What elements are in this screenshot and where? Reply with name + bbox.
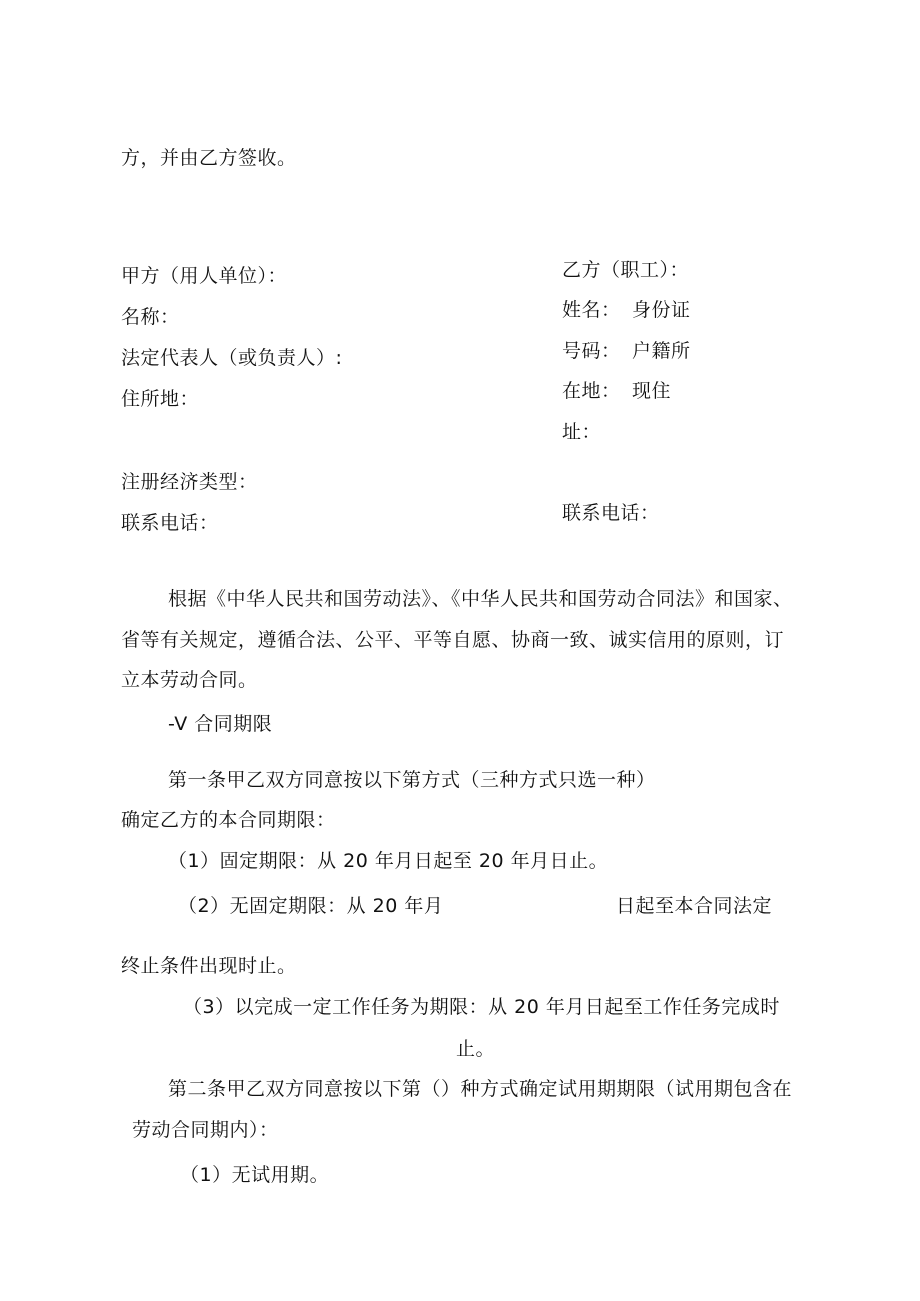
party-b-current-label: 现住: [632, 380, 672, 402]
option-fixed-term: （1）固定期限：从 20 年月日起至 20 年月日止。: [168, 850, 609, 872]
article-one-line: 第一条甲乙双方同意按以下第方式（三种方式只选一种）: [168, 769, 656, 791]
continuation-line: 方，并由乙方签收。: [121, 147, 297, 169]
option-open-term-cont: 日起至本合同法定: [616, 895, 773, 917]
article-two-line: 劳动合同期内）：: [132, 1119, 279, 1141]
party-b-household-label: 户籍所: [632, 340, 691, 362]
party-a-name: 名称：: [121, 306, 180, 328]
option-open-term-end: 终止条件出现时止。: [121, 955, 297, 977]
option-no-probation: （1）无试用期。: [180, 1164, 330, 1186]
option-task-term: （3）以完成一定工作任务为期限：从 20 年月日起至工作任务完成时: [183, 996, 780, 1018]
party-b-heading: 乙方（职工）：: [562, 259, 690, 281]
party-b-address-label: 址：: [562, 421, 602, 443]
preamble-line: 根据《中华人民共和国劳动法》、《中华人民共和国劳动合同法》和国家、: [168, 588, 793, 610]
party-a-phone: 联系电话：: [121, 512, 219, 534]
preamble-line: 省等有关规定，遵循合法、公平、平等自愿、协商一致、诚实信用的原则，订: [121, 629, 785, 651]
party-b-phone: 联系电话：: [562, 502, 660, 524]
option-open-term: （2）无固定期限：从 20 年月: [178, 895, 444, 917]
article-two-line: 第二条甲乙双方同意按以下第（）种方式确定试用期期限（试用期包含在: [168, 1078, 793, 1100]
party-b-id-label: 身份证: [632, 299, 691, 321]
party-a-heading: 甲方（用人单位）：: [121, 265, 288, 287]
option-task-term-end: 止。: [456, 1038, 496, 1060]
party-b-location-label: 在地：: [562, 380, 621, 402]
preamble-line: 立本劳动合同。: [121, 669, 258, 691]
section-title: -V 合同期限: [168, 713, 273, 735]
party-b-name-label: 姓名：: [562, 299, 621, 321]
party-a-econ-type: 注册经济类型：: [121, 471, 258, 493]
party-a-address: 住所地：: [121, 388, 200, 410]
party-b-number-label: 号码：: [562, 340, 621, 362]
article-one-line: 确定乙方的本合同期限：: [121, 809, 336, 831]
party-a-legal-rep: 法定代表人（或负责人）:: [121, 347, 343, 369]
